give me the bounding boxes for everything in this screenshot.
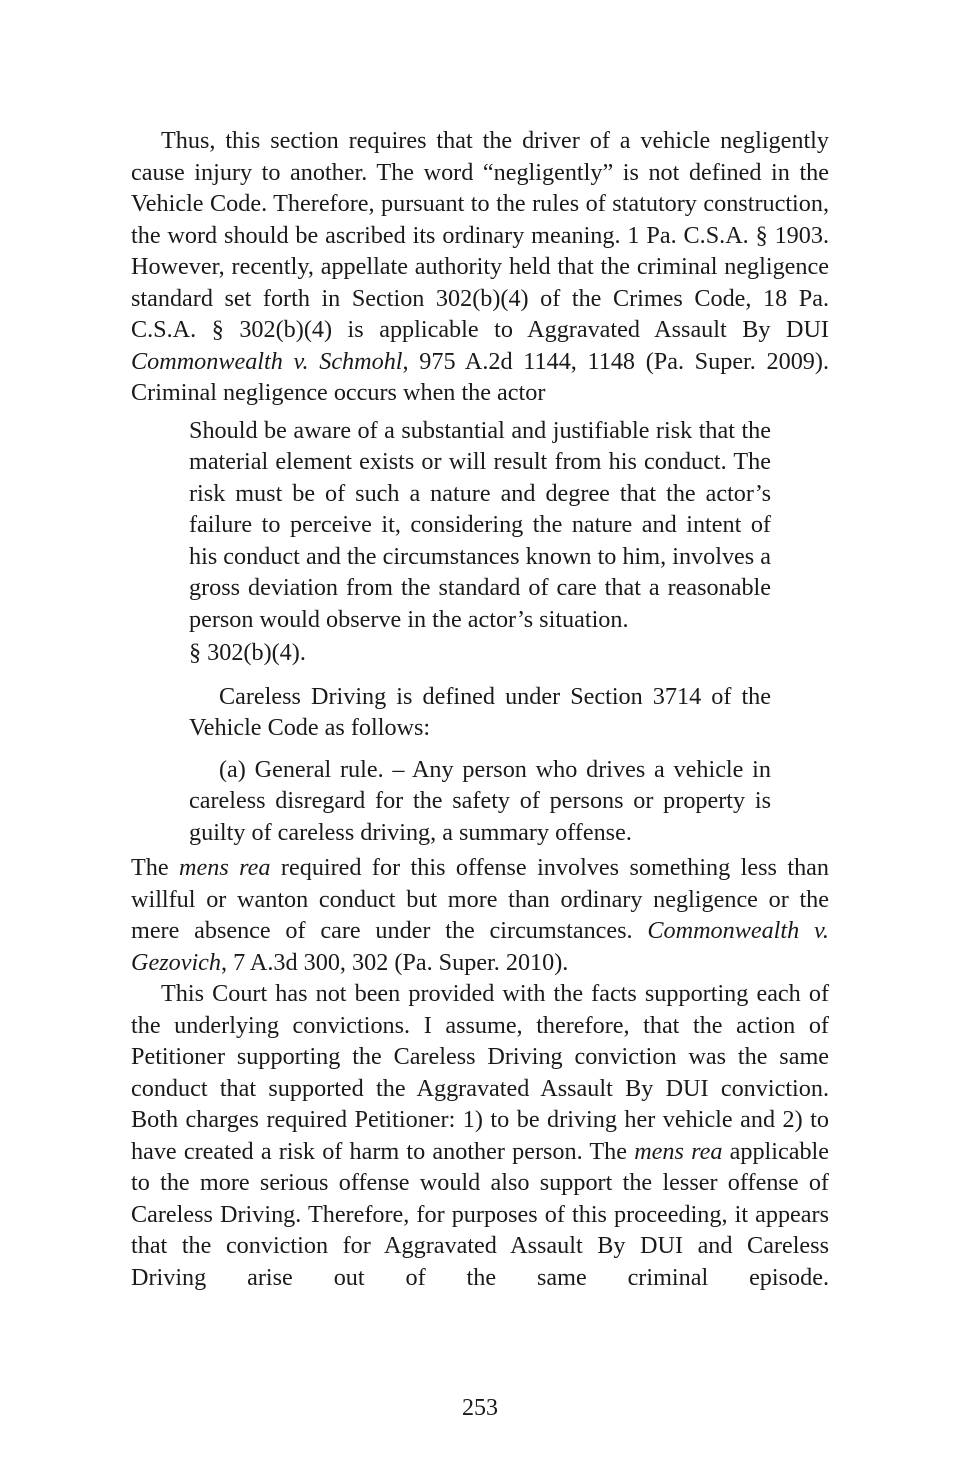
paragraph-court-facts (131, 978, 829, 1293)
paragraph-text: , 975 A.2d 1144, 1148 (Pa. Super. 2009). Criminal negligence occurs when the actor (131, 347, 829, 406)
careless-driving-intro: Careless Driving is defined under Section 3714 of the Vehicle Code as follows: (189, 682, 771, 741)
page-number: 253 (462, 1395, 498, 1421)
quote-general-rule: (a) General rule. – Any person who drives a vehicle in careless disregard for the safety of persons or property is guilty of careless driving, a summary offense. (189, 755, 771, 846)
paragraph-text: , 7 A.3d 300, 302 (Pa. Super. 2010). (221, 948, 569, 976)
body-text (131, 125, 829, 1293)
paragraph-text: applicable to the more serious offense would also support the lesser offense of Careless Driving. Therefore, for purposes of this proceeding, it appears that the conviction for Aggravated Assault By DUI and Careless Driving arise out of the same criminal episode. (131, 1137, 830, 1291)
quote-criminal-negligence: Should be aware of a substantial and justifiable risk that the material element exists or will result from his conduct. The risk must be of such a nature and degree that the actor’s failure to perceive it, considering the nature and intent of his conduct and the circumstances known to him, involves a gross deviation from the standard of care that a reasonable person would observe in the actor’s situation. (189, 416, 771, 633)
paragraph-negligence (131, 125, 829, 409)
paragraph-mens-rea (131, 852, 829, 978)
paragraph-text: required for this offense involves something less than willful or wanton conduct but more than ordinary negligence or the mere absence of care under the circumstances. (131, 854, 830, 944)
case-citation: Commonwealth v. Schmohl (131, 347, 403, 375)
paragraph-text: This Court has not been provided with the facts supporting each of the underlying convictions. I assume, therefore, that the action of Petitioner supporting the Careless Driving conviction was the same conduct that supported the Aggravated Assault By DUI conviction. Both charges required Petitioner: 1) to be driving her vehicle and 2) to have created a risk of harm to another person. The (131, 980, 829, 1165)
paragraph-text: Thus, this section requires that the driver of a vehicle negligently cause injury to another. The word “negligently” is not defined in the Vehicle Code. Therefore, pursuant to the rules of statutory construction, the word should be ascribed its ordinary meaning. 1 Pa. C.S.A. § 1903. However, recently, appellate authority held that the criminal negligence standard set forth in Section 302(b)(4) of the Crimes Code, 18 Pa. C.S.A. § 302(b)(4) is applicable to Aggravated Assault By DUI (131, 127, 829, 343)
italic-term: mens rea (634, 1137, 723, 1165)
quote-citation: § 302(b)(4). (189, 639, 306, 666)
italic-term: mens rea (179, 854, 271, 881)
case-citation: Commonwealth v. Gezovich (131, 917, 829, 976)
paragraph-text: The (131, 854, 180, 881)
block-quote (189, 415, 771, 849)
